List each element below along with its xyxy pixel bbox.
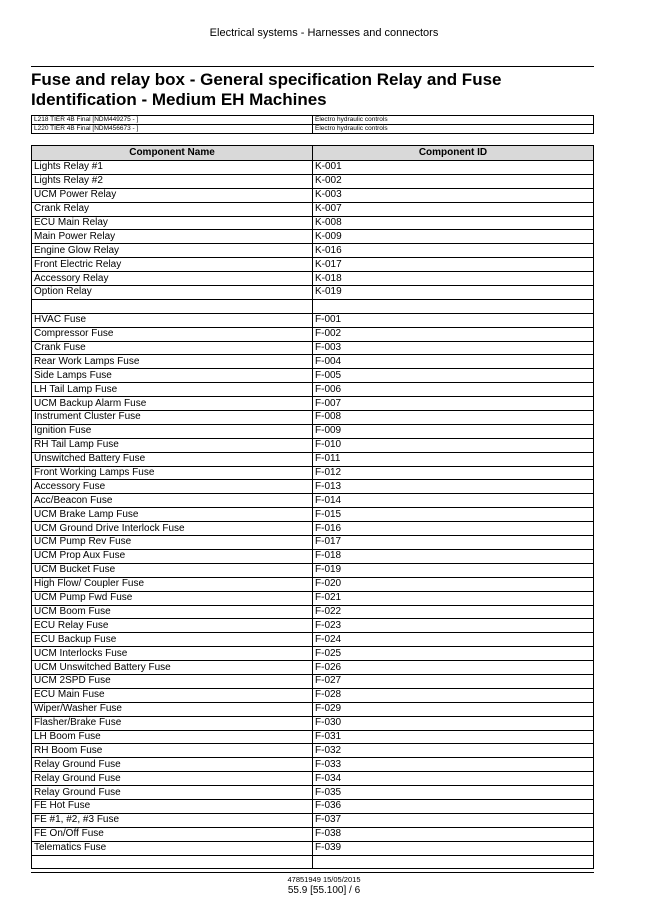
component-id-cell: F-032 [313,744,594,758]
component-name-cell: FE Hot Fuse [32,799,313,813]
table-row [32,480,594,494]
table-row [32,327,594,341]
component-name-cell: UCM Interlocks Fuse [32,647,313,661]
component-name-cell: Rear Work Lamps Fuse [32,355,313,369]
component-id-cell: F-029 [313,702,594,716]
component-id-cell: F-001 [313,313,594,327]
component-name-cell: High Flow/ Coupler Fuse [32,577,313,591]
table-row [32,369,594,383]
component-id-cell: F-027 [313,674,594,688]
component-id-cell: K-018 [313,272,594,286]
component-name-cell: UCM Pump Fwd Fuse [32,591,313,605]
table-row [32,355,594,369]
component-id-cell: F-010 [313,438,594,452]
table-row [32,508,594,522]
table-row [32,494,594,508]
component-id-cell: F-003 [313,341,594,355]
component-id-cell: F-018 [313,549,594,563]
table-row [32,744,594,758]
footer-rule [31,872,594,873]
table-row [32,452,594,466]
component-name-cell: Side Lamps Fuse [32,369,313,383]
component-id-cell: F-031 [313,730,594,744]
component-name-cell: UCM 2SPD Fuse [32,674,313,688]
component-name-cell: Main Power Relay [32,230,313,244]
component-id-cell: F-024 [313,633,594,647]
component-name-cell: Relay Ground Fuse [32,772,313,786]
table-row [32,591,594,605]
spacer-cell [32,855,313,869]
table-row [32,466,594,480]
component-id-cell: F-026 [313,661,594,675]
component-name-cell: Flasher/Brake Fuse [32,716,313,730]
component-name-cell: RH Boom Fuse [32,744,313,758]
applicability-system: Electro hydraulic controls [313,116,594,125]
table-row [32,258,594,272]
component-name-cell: Engine Glow Relay [32,244,313,258]
component-id-cell: F-035 [313,786,594,800]
component-name-cell: UCM Power Relay [32,188,313,202]
component-table [31,145,594,869]
component-name-cell: UCM Bucket Fuse [32,563,313,577]
component-id-cell: K-002 [313,174,594,188]
table-row [32,688,594,702]
table-row [32,216,594,230]
running-header: Electrical systems - Harnesses and connectors [209,27,439,39]
component-name-cell: Relay Ground Fuse [32,758,313,772]
page-title-line-1: Fuse and relay box - General specification Relay and Fuse [31,70,502,89]
table-spacer-row [32,299,594,313]
spacer-cell [313,855,594,869]
table-row [32,272,594,286]
component-name-cell: Unswitched Battery Fuse [32,452,313,466]
component-id-cell: F-006 [313,383,594,397]
component-id-cell: K-008 [313,216,594,230]
component-name-cell: UCM Prop Aux Fuse [32,549,313,563]
table-row [32,577,594,591]
component-name-cell: LH Tail Lamp Fuse [32,383,313,397]
component-name-cell: UCM Backup Alarm Fuse [32,397,313,411]
table-row [32,536,594,550]
component-id-cell: K-016 [313,244,594,258]
table-row [32,647,594,661]
component-table-header [32,146,594,161]
component-id-cell: K-017 [313,258,594,272]
table-row [32,174,594,188]
component-id-cell: F-022 [313,605,594,619]
component-name-cell: Front Working Lamps Fuse [32,466,313,480]
component-id-cell: K-003 [313,188,594,202]
applicability-row [32,116,594,125]
table-row [32,605,594,619]
page-title [31,70,594,110]
component-id-cell: F-038 [313,827,594,841]
component-id-cell: F-017 [313,536,594,550]
component-id-cell: F-004 [313,355,594,369]
component-id-cell: F-008 [313,411,594,425]
component-name-cell: Lights Relay #2 [32,174,313,188]
table-row [32,188,594,202]
component-id-cell: F-019 [313,563,594,577]
component-name-cell: Ignition Fuse [32,424,313,438]
component-name-cell: Accessory Relay [32,272,313,286]
component-id-cell: K-001 [313,161,594,175]
table-row [32,563,594,577]
table-row [32,161,594,175]
component-name-cell: Lights Relay #1 [32,161,313,175]
component-name-cell: Acc/Beacon Fuse [32,494,313,508]
table-row [32,772,594,786]
footer-page-ref: 55.9 [55.100] / 6 [287,885,361,896]
component-name-cell: HVAC Fuse [32,313,313,327]
component-id-cell: F-030 [313,716,594,730]
spacer-cell [32,299,313,313]
component-id-cell: F-034 [313,772,594,786]
table-row [32,619,594,633]
component-name-cell: Option Relay [32,286,313,300]
table-row [32,661,594,675]
component-name-cell: ECU Relay Fuse [32,619,313,633]
table-spacer-row [32,855,594,869]
component-name-cell: Front Electric Relay [32,258,313,272]
title-top-rule [31,66,594,67]
table-row [32,674,594,688]
component-name-cell: ECU Main Fuse [32,688,313,702]
table-row [32,786,594,800]
spacer-cell [313,299,594,313]
component-id-cell: K-007 [313,202,594,216]
table-row [32,633,594,647]
component-name-cell: UCM Unswitched Battery Fuse [32,661,313,675]
component-id-cell: F-009 [313,424,594,438]
component-name-cell: FE On/Off Fuse [32,827,313,841]
component-id-cell: F-037 [313,813,594,827]
page-title-line-2: Identification - Medium EH Machines [31,90,327,109]
table-row [32,286,594,300]
component-name-cell: Crank Fuse [32,341,313,355]
component-name-cell: FE #1, #2, #3 Fuse [32,813,313,827]
column-header-name: Component Name [32,146,313,161]
component-id-cell: F-033 [313,758,594,772]
component-id-cell: F-014 [313,494,594,508]
component-name-cell: RH Tail Lamp Fuse [32,438,313,452]
component-name-cell: UCM Pump Rev Fuse [32,536,313,550]
applicability-system: Electro hydraulic controls [313,125,594,134]
table-row [32,438,594,452]
component-id-cell: F-028 [313,688,594,702]
component-name-cell: Crank Relay [32,202,313,216]
table-row [32,383,594,397]
component-name-cell: Relay Ground Fuse [32,786,313,800]
table-row [32,424,594,438]
component-name-cell: UCM Brake Lamp Fuse [32,508,313,522]
applicability-row [32,125,594,134]
component-name-cell: ECU Backup Fuse [32,633,313,647]
applicability-model: L218 TIER 4B Final [NDM449275 - ] [32,116,313,125]
table-row [32,702,594,716]
table-row [32,397,594,411]
table-row [32,202,594,216]
component-id-cell: F-015 [313,508,594,522]
table-row [32,341,594,355]
table-row [32,758,594,772]
component-id-cell: F-016 [313,522,594,536]
applicability-model: L220 TIER 4B Final [NDM456673 - ] [32,125,313,134]
component-name-cell: LH Boom Fuse [32,730,313,744]
table-row [32,799,594,813]
component-id-cell: F-011 [313,452,594,466]
component-id-cell: F-002 [313,327,594,341]
component-id-cell: F-005 [313,369,594,383]
component-id-cell: F-020 [313,577,594,591]
table-row [32,522,594,536]
component-name-cell: Telematics Fuse [32,841,313,855]
applicability-table [31,115,594,134]
table-row [32,230,594,244]
column-header-id: Component ID [313,146,594,161]
component-name-cell: Instrument Cluster Fuse [32,411,313,425]
table-row [32,827,594,841]
table-row [32,841,594,855]
table-row [32,313,594,327]
component-id-cell: F-023 [313,619,594,633]
component-id-cell: F-039 [313,841,594,855]
table-row [32,813,594,827]
component-name-cell: ECU Main Relay [32,216,313,230]
component-id-cell: F-007 [313,397,594,411]
component-id-cell: K-009 [313,230,594,244]
table-row [32,411,594,425]
table-row [32,716,594,730]
component-name-cell: Accessory Fuse [32,480,313,494]
component-name-cell: Compressor Fuse [32,327,313,341]
component-name-cell: Wiper/Washer Fuse [32,702,313,716]
component-name-cell: UCM Ground Drive Interlock Fuse [32,522,313,536]
table-row [32,549,594,563]
footer-doc-code: 47851949 15/05/2015 [287,875,361,884]
component-id-cell: F-012 [313,466,594,480]
component-name-cell: UCM Boom Fuse [32,605,313,619]
component-id-cell: F-025 [313,647,594,661]
table-row [32,244,594,258]
component-id-cell: F-013 [313,480,594,494]
component-id-cell: F-036 [313,799,594,813]
component-id-cell: F-021 [313,591,594,605]
component-id-cell: K-019 [313,286,594,300]
table-row [32,730,594,744]
